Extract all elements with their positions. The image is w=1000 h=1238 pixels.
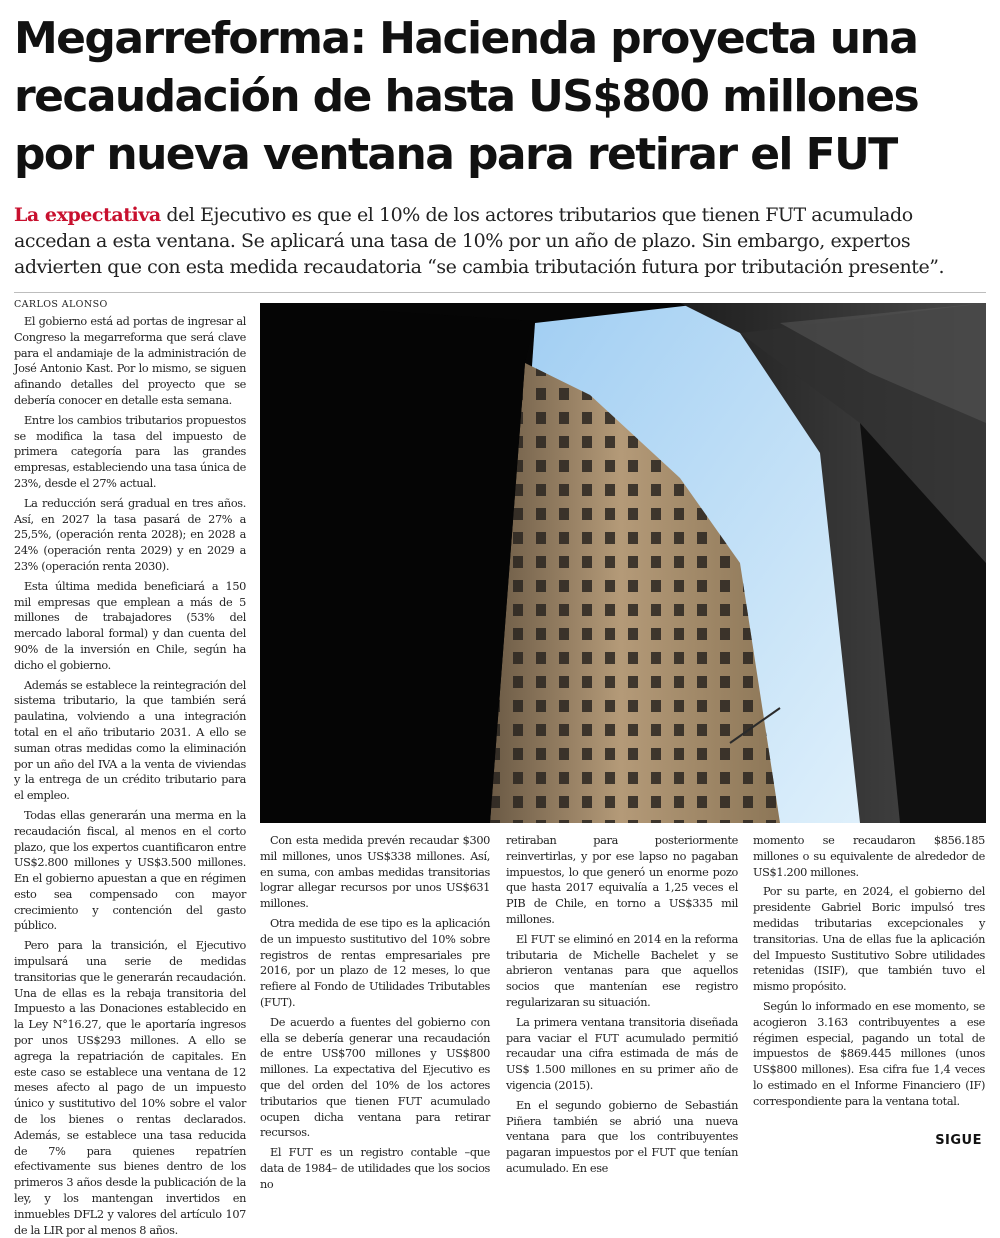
paragraph: Con esta medida prevén recaudar $300 mil millones, unos US$338 millones. Así, en suma, con ambas medidas transitorias lograr allegar recursos por unos US$631 millones. bbox=[260, 834, 490, 911]
header-rule bbox=[14, 292, 986, 293]
deck-text: del Ejecutivo es que el 10% de los actores tributarios que tienen FUT acumulado accedan a esta ventana. Se aplicará una tasa de 10% por un año de plazo. Sin embargo, expertos advierten que con esta medida recaudatoria “se cambia tributación futura por tributación presente”. bbox=[14, 204, 945, 278]
building-photo bbox=[260, 303, 986, 823]
paragraph: Pero para la transición, el Ejecutivo impulsará una serie de medidas transitorias que le generarán recaudación. Una de ellas es la rebaja transitoria del Impuesto a las Donaciones establecido en la Ley N°16.27, que le aportaría ingresos por unos US$293 millones. A ello se agrega la repatriación de capitales. En este caso se establece una ventana de 12 meses afecto al pago de un impuesto único y sustitutivo del 10% sobre el valor de los bienes o rentas declarados. Además, se establece una tasa reducida de 7% para quienes repatríen efectivamente sus bienes dentro de los primeros 3 años desde la publicación de la ley, y los mantengan invertidos en inmuebles DFL2 y valores del artículo 107 de la LIR por al menos 8 años. bbox=[14, 939, 246, 1237]
paragraph: En el segundo gobierno de Sebastián Piñera también se abrió una nueva ventana para que los contribuyentes pagaran impuestos por el FUT que tenían acumulado. En ese bbox=[506, 1098, 738, 1175]
byline: CARLOS ALONSO bbox=[14, 299, 108, 310]
paragraph: retiraban para posteriormente reinvertirlas, y por ese lapso no pagaban impuestos, lo que generó un enorme pozo que hasta 2017 equivalía a 1,25 veces el PIB de Chile, en torno a US$335 mil millones. bbox=[506, 834, 738, 926]
paragraph: La reducción será gradual en tres años. Así, en 2027 la tasa pasará de 27% a 25,5%, (operación renta 2028); en 2028 a 24% (operación renta 2029) y en 2029 a 23% (operación renta 2030). bbox=[14, 496, 246, 573]
paragraph: El FUT es un registro contable –que data de 1984– de utilidades que los socios no bbox=[260, 1146, 490, 1191]
continue-label: SIGUE bbox=[935, 1133, 982, 1148]
article-column-3 bbox=[506, 833, 738, 1175]
paragraph: Entre los cambios tributarios propuestos se modifica la tasa del impuesto de primera categoría para las grandes empresas, estableciendo una tasa única de 23%, desde el 27% actual. bbox=[14, 413, 246, 490]
headline: Megarreforma: Hacienda proyecta una recaudación de hasta US$800 millones por nueva ventana para retirar el FUT bbox=[14, 13, 919, 180]
paragraph: Todas ellas generarán una merma en la recaudación fiscal, al menos en el corto plazo, que los expertos cuantificaron entre US$2.800 millones y US$3.500 millones. En el gobierno apuestan a que en régimen esto sea compensado con mayor crecimiento y contención del gasto público. bbox=[14, 808, 246, 933]
deck-lead: La expectativa bbox=[14, 204, 161, 226]
paragraph: momento se recaudaron $856.185 millones o su equivalente de alrededor de US$1.200 millones. bbox=[753, 834, 985, 879]
article-column-1 bbox=[14, 314, 246, 1237]
article-column-4 bbox=[753, 833, 985, 1133]
paragraph: Otra medida de ese tipo es la aplicación de un impuesto sustitutivo del 10% sobre registros de rentas empresariales pre 2016, por un plazo de 12 meses, lo que refiere al Fondo de Utilidades Tributables (FUT). bbox=[260, 916, 490, 1009]
paragraph: Por su parte, en 2024, el gobierno del presidente Gabriel Boric impulsó tres medidas tributarias excepcionales y transitorias. Una de ellas fue la aplicación del Impuesto Sustitutivo Sobre utilidades retenidas (ISIF), que también tuvo el mismo propósito. bbox=[753, 885, 985, 994]
paragraph: La primera ventana transitoria diseñada para vaciar el FUT acumulado permitió recaudar una cifra estimada de más de US$ 1.500 millones en su primer año de vigencia (2015). bbox=[506, 1015, 738, 1092]
article-column-2 bbox=[260, 833, 490, 1191]
deck bbox=[14, 202, 984, 280]
paragraph: De acuerdo a fuentes del gobierno con ella se debería generar una recaudación de entre US$700 millones y US$800 millones. La expectativa del Ejecutivo es que del orden del 10% de los actores tributarios que tienen FUT acumulado ocupen dicha ventana para retirar recursos. bbox=[260, 1015, 490, 1140]
paragraph: Además se establece la reintegración del sistema tributario, la que también será paulatina, volviendo a una integración total en el año tributario 2031. A ello se suman otras medidas como la eliminación por un año del IVA a la venta de viviendas y la entrega de un crédito tributario para el empleo. bbox=[14, 678, 246, 803]
paragraph: Esta última medida beneficiará a 150 mil empresas que emplean a más de 5 millones de trabajadores (53% del mercado laboral formal) y dan cuenta del 90% de la inversión en Chile, según ha dicho el gobierno. bbox=[14, 579, 246, 672]
paragraph: Según lo informado en ese momento, se acogieron 3.163 contribuyentes a ese régimen especial, pagando un total de impuestos de $869.445 millones (unos US$800 millones). Esa cifra fue 1,4 veces lo estimado en el Informe Financiero (IF) correspondiente para la ventana total. bbox=[753, 999, 985, 1108]
paragraph: El FUT se eliminó en 2014 en la reforma tributaria de Michelle Bachelet y se abrieron ventanas para que aquellos socios que mantenían ese registro regularizaran su situación. bbox=[506, 932, 738, 1009]
paragraph: El gobierno está ad portas de ingresar al Congreso la megarreforma que será clave para el andamiaje de la administración de José Antonio Kast. Por lo mismo, se siguen afinando detalles del proyecto que se debería conocer en detalle esta semana. bbox=[14, 315, 246, 407]
